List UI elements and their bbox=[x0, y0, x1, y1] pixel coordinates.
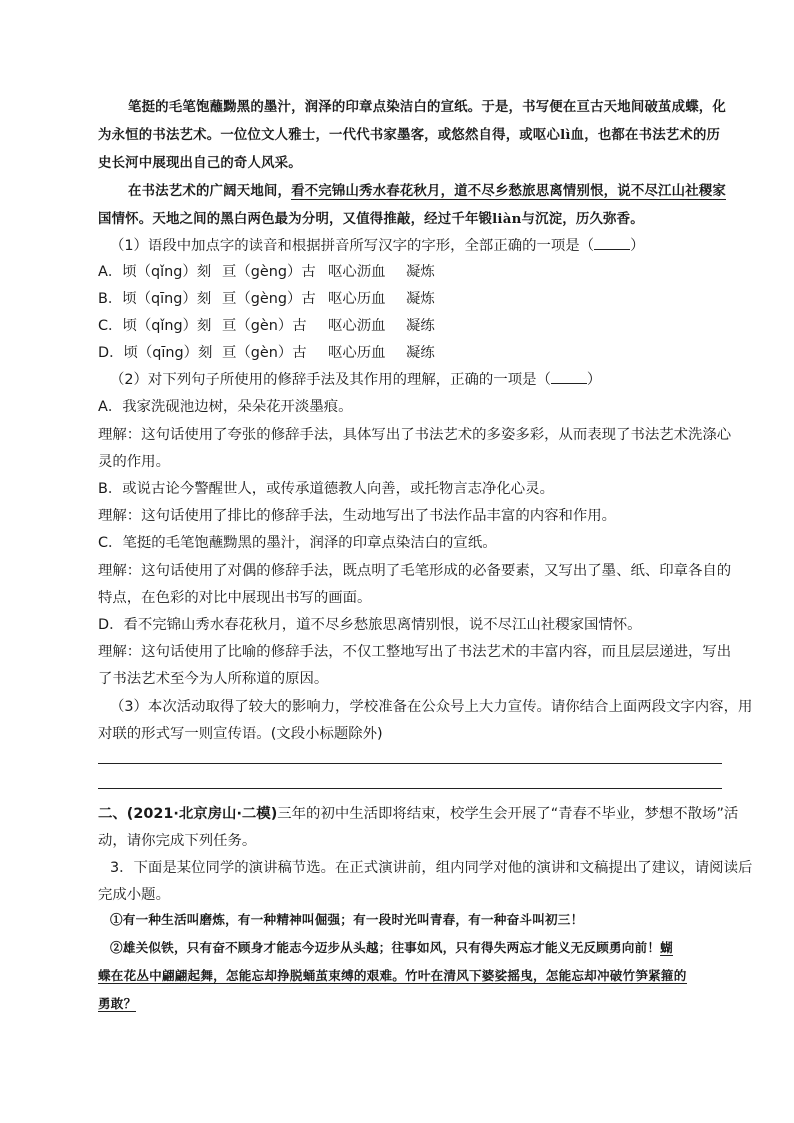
q2-option-b: B．或说古论今警醒世人，或传承道德教人向善，或托物言志净化心灵。 bbox=[98, 481, 554, 497]
question-3-stem-2: 对联的形式写一则宣传语。(文段小标题除外) bbox=[98, 726, 383, 742]
q1-option-c-label: C．顷（qǐng）刻 bbox=[98, 318, 212, 334]
q1-option-a-label: A．顷（qǐng）刻 bbox=[98, 264, 212, 280]
q1-option-b-word4: 凝炼 bbox=[406, 291, 435, 307]
answer-line-2 bbox=[98, 788, 722, 789]
q2-analysis-d-2: 了书法艺术至今为人所称道的原因。 bbox=[98, 671, 329, 687]
passage-line-4: 在书法艺术的广阔天地间，看不完锦山秀水春花秋月，道不尽乡愁旅思离情别恨，说不尽江山社稷家 bbox=[128, 183, 726, 199]
q2-analysis-a-1: 理解：这句话使用了夸张的修辞手法，具体写出了书法艺术的多姿多彩，从而表现了书法艺术洗涤心 bbox=[98, 427, 732, 443]
speech-para-2-line-3: 勇敢？ bbox=[98, 996, 137, 1011]
question-3-stem-1: （3）本次活动取得了较大的影响力，学校准备在公众号上大力宣传。请你结合上面两段文字内容，用 bbox=[110, 699, 753, 715]
answer-blank bbox=[594, 237, 630, 250]
q1-option-a-word3: 呕心沥血 bbox=[328, 264, 386, 280]
section-2-intro-2: 动，请你完成下列任务。 bbox=[98, 833, 257, 849]
q1-option-d-word3: 呕心历血 bbox=[328, 345, 386, 361]
q1-option-b-word2: 亘（gèng）古 bbox=[222, 291, 316, 307]
q1-option-c-word3: 呕心沥血 bbox=[328, 318, 386, 334]
question-3-2-stem-1: 3．下面是某位同学的演讲稿节选。在正式演讲前，组内同学对他的演讲和文稿提出了建议，请阅读后 bbox=[110, 860, 753, 876]
q1-option-b-word3: 呕心历血 bbox=[328, 291, 386, 307]
answer-line-1 bbox=[98, 763, 722, 764]
q2-analysis-d-1: 理解：这句话使用了比喻的修辞手法，不仅工整地写出了书法艺术的丰富内容，而且层层递进，写出 bbox=[98, 644, 732, 660]
underlined-sentence: 看不完锦山秀水春花秋月，道不尽乡愁旅思离情别恨，说不尽江山社稷家 bbox=[291, 183, 726, 199]
q2-analysis-b: 理解：这句话使用了排比的修辞手法，生动地写出了书法作品丰富的内容和作用。 bbox=[98, 508, 617, 524]
q1-option-a-word2: 亘（gèng）古 bbox=[222, 264, 316, 280]
q2-analysis-c-2: 特点，在色彩的对比中展现出书写的画面。 bbox=[98, 590, 372, 606]
question-3-2-stem-2: 完成小题。 bbox=[98, 887, 170, 903]
speech-para-2-line-1: ②雄关似铁，只有奋不顾身才能志今迈步从头越；往事如风，只有得失两忘才能义无反顾勇向前！蝴 bbox=[110, 940, 673, 955]
section-2-heading: 二、(2021·北京房山·二模)三年的初中生活即将结束，校学生会开展了“青春不毕业，梦想不散场”活 bbox=[98, 806, 739, 822]
question-1-stem: （1）语段中加点字的读音和根据拼音所写汉字的字形，全部正确的一项是（ ） bbox=[110, 238, 645, 254]
q1-option-d-word2: 亘（gèn）古 bbox=[222, 345, 307, 361]
answer-blank bbox=[551, 371, 587, 384]
passage-line-2: 为永恒的书法艺术。一位位文人雅士，一代代书家墨客，或悠然自得，或呕心lì血，也都在书法艺术的历 bbox=[98, 127, 721, 143]
passage-line-3: 史长河中展现出自己的奇人风采。 bbox=[98, 155, 302, 171]
section-2-title: 二、(2021·北京房山·二模) bbox=[98, 806, 278, 822]
speech-para-1: ①有一种生活叫磨炼，有一种精神叫倔强；有一段时光叫青春，有一种奋斗叫初三！ bbox=[110, 912, 584, 927]
q1-option-b-label: B．顷（qīng）刻 bbox=[98, 291, 212, 307]
q1-option-d-label: D．顷（qīng）刻 bbox=[98, 345, 213, 361]
q1-option-d-word4: 凝练 bbox=[406, 345, 435, 361]
q2-analysis-a-2: 灵的作用。 bbox=[98, 454, 170, 470]
passage-line-1: 笔挺的毛笔饱蘸黝黑的墨汁，润泽的印章点染洁白的宣纸。于是，书写便在亘古天地间破茧成蝶，化 bbox=[128, 99, 726, 115]
speech-para-2-line-2: 蝶在花丛中翩翩起舞，怎能忘却挣脱蛹茧束缚的艰难。竹叶在清风下婆娑摇曳，怎能忘却冲破竹笋紧箍的 bbox=[98, 968, 687, 983]
q2-option-d: D．看不完锦山秀水春花秋月，道不尽乡愁旅思离情别恨，说不尽江山社稷家国情怀。 bbox=[98, 617, 642, 633]
q2-analysis-c-1: 理解：这句话使用了对偶的修辞手法，既点明了毛笔形成的必备要素，又写出了墨、纸、印章各自的 bbox=[98, 563, 732, 579]
q1-option-a-word4: 凝炼 bbox=[406, 264, 435, 280]
passage-line-5: 国情怀。天地之间的黑白两色最为分明，又值得推敲，经过千年锻liàn与沉淀，历久弥香。 bbox=[98, 211, 644, 227]
q1-option-c-word4: 凝练 bbox=[406, 318, 435, 334]
question-2-stem: （2）对下列句子所使用的修辞手法及其作用的理解，正确的一项是（ ） bbox=[110, 372, 602, 388]
q2-option-c: C．笔挺的毛笔饱蘸黝黑的墨汁，润泽的印章点染洁白的宣纸。 bbox=[98, 535, 497, 551]
q2-option-a: A．我家洗砚池边树，朵朵花开淡墨痕。 bbox=[98, 399, 353, 415]
q1-option-c-word2: 亘（gèn）古 bbox=[222, 318, 307, 334]
